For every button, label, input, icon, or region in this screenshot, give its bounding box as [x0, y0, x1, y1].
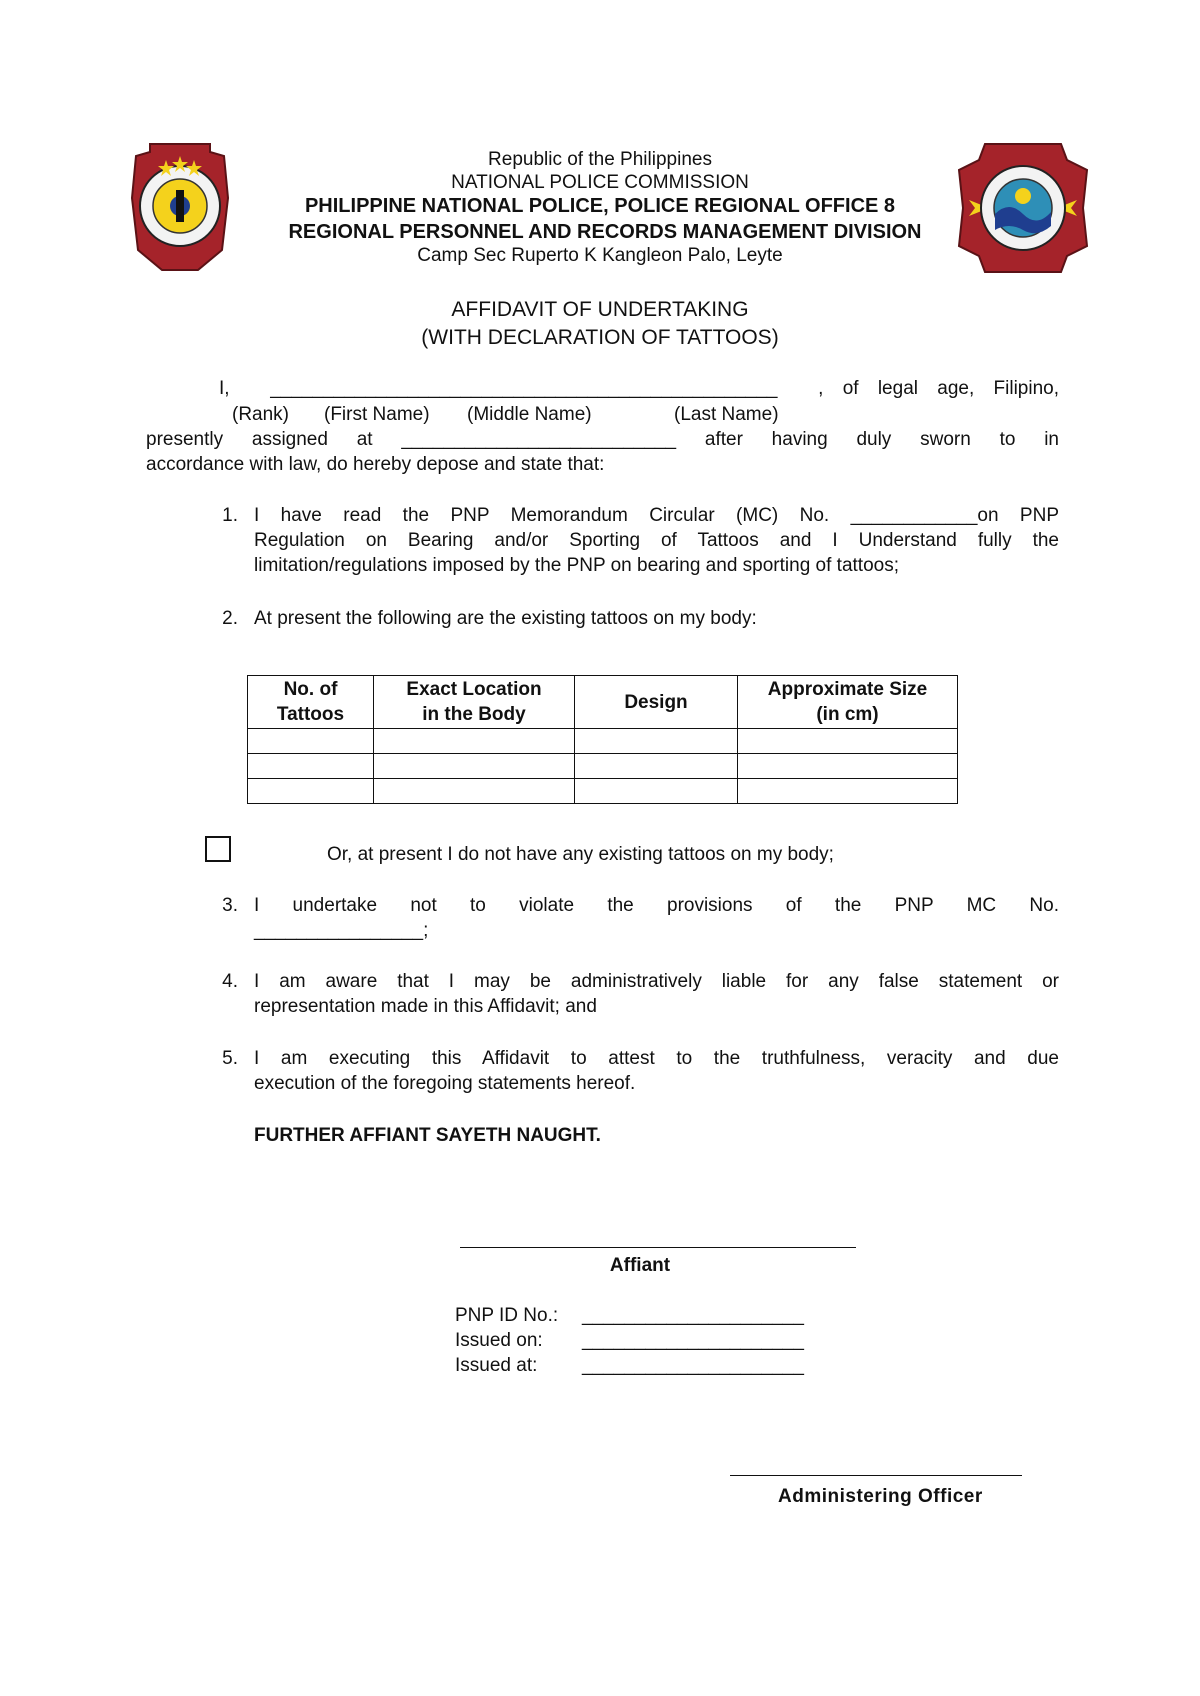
header-text: Exact Location: [406, 679, 542, 700]
header-napolcom: NATIONAL POLICE COMMISSION: [451, 172, 749, 193]
table-cell[interactable]: [248, 779, 374, 804]
item-3-line-1: I undertake not to violate the provisions of the PNP MC No.: [254, 895, 1059, 916]
tattoo-table: [247, 675, 958, 804]
table-header-row: [248, 676, 958, 729]
item-1-line-1: I have read the PNP Memorandum Circular (MC) No. ____________on PNP: [254, 505, 1059, 526]
header-design: [575, 676, 738, 729]
administering-officer-label: Administering Officer: [778, 1486, 983, 1507]
item-1-line-2: Regulation on Bearing and/or Sporting of Tattoos and I Understand fully the: [254, 530, 1059, 551]
table-row: [248, 754, 958, 779]
table-cell[interactable]: [374, 729, 575, 754]
header-text: Design: [624, 691, 688, 713]
document-subtitle: (WITH DECLARATION OF TATTOOS): [421, 326, 779, 349]
closing-statement: FURTHER AFFIANT SAYETH NAUGHT.: [254, 1125, 601, 1146]
intro-line-4: accordance with law, do hereby depose and state that:: [146, 454, 605, 475]
table-row: [248, 729, 958, 754]
header-text: in the Body: [422, 704, 526, 725]
no-tattoos-checkbox[interactable]: [205, 836, 231, 862]
name-blank: ________________________________________________: [270, 378, 778, 399]
affiant-signature-line: [460, 1247, 856, 1248]
table-cell[interactable]: [248, 754, 374, 779]
intro-line-1: [219, 377, 1059, 401]
table-cell[interactable]: [248, 729, 374, 754]
item-5-number: 5.: [222, 1048, 238, 1069]
affiant-label: Affiant: [609, 1255, 671, 1276]
issued-on-blank[interactable]: _____________________: [582, 1330, 804, 1351]
intro-line-3: presently assigned at __________________________ after having duly sworn to in: [146, 429, 1059, 450]
intro-legal-age: , of legal age, Filipino,: [818, 378, 1059, 399]
header-pnp-pro8: PHILIPPINE NATIONAL POLICE, POLICE REGIONAL OFFICE 8: [304, 195, 896, 217]
table-cell[interactable]: [575, 779, 738, 804]
item-5-line-2: execution of the foregoing statements hereof.: [254, 1073, 636, 1094]
pnp-id-label: PNP ID No.:: [455, 1305, 559, 1326]
header-text: Tattoos: [276, 704, 345, 725]
header-republic: Republic of the Philippines: [488, 149, 712, 170]
table-cell[interactable]: [738, 779, 958, 804]
item-3-number: 3.: [222, 895, 238, 916]
label-first-name: (First Name): [324, 404, 430, 425]
officer-signature-line: [730, 1475, 1022, 1476]
header-text: (in cm): [816, 704, 879, 725]
document-title: AFFIDAVIT OF UNDERTAKING: [451, 298, 749, 321]
table-cell[interactable]: [374, 779, 575, 804]
item-2-line-1: At present the following are the existing tattoos on my body:: [254, 608, 757, 629]
label-middle-name: (Middle Name): [467, 404, 592, 425]
item-4-number: 4.: [222, 971, 238, 992]
item-1-line-3: limitation/regulations imposed by the PNP on bearing and sporting of tattoos;: [254, 555, 899, 576]
header-no-of-tattoos: [248, 676, 374, 729]
no-tattoos-label: Or, at present I do not have any existing tattoos on my body;: [327, 844, 834, 865]
table-cell[interactable]: [738, 754, 958, 779]
label-rank: (Rank): [232, 404, 290, 425]
header-text: Approximate Size: [767, 679, 928, 700]
intro-i: I,: [219, 378, 230, 399]
item-2-number: 2.: [222, 608, 238, 629]
header-address: Camp Sec Ruperto K Kangleon Palo, Leyte: [417, 245, 783, 266]
item-1-number: 1.: [222, 505, 238, 526]
header-text: No. of: [283, 679, 338, 700]
table-cell[interactable]: [738, 729, 958, 754]
header-rprmd: REGIONAL PERSONNEL AND RECORDS MANAGEMENT DIVISION: [288, 221, 922, 243]
table-cell[interactable]: [575, 754, 738, 779]
item-4-line-1: I am aware that I may be administratively liable for any false statement or: [254, 971, 1059, 992]
table-cell[interactable]: [575, 729, 738, 754]
item-4-line-2: representation made in this Affidavit; and: [254, 996, 597, 1017]
issued-at-blank[interactable]: _____________________: [582, 1355, 804, 1376]
header-approximate-size: [738, 676, 958, 729]
label-last-name: (Last Name): [674, 404, 779, 425]
issued-on-label: Issued on:: [455, 1330, 543, 1351]
item-3-line-2: ________________;: [254, 920, 429, 941]
item-5-line-1: I am executing this Affidavit to attest to the truthfulness, veracity and due: [254, 1048, 1059, 1069]
table-cell[interactable]: [374, 754, 575, 779]
table-row: [248, 779, 958, 804]
issued-at-label: Issued at:: [455, 1355, 538, 1376]
pnp-id-blank[interactable]: _____________________: [582, 1305, 804, 1326]
header-exact-location: [374, 676, 575, 729]
